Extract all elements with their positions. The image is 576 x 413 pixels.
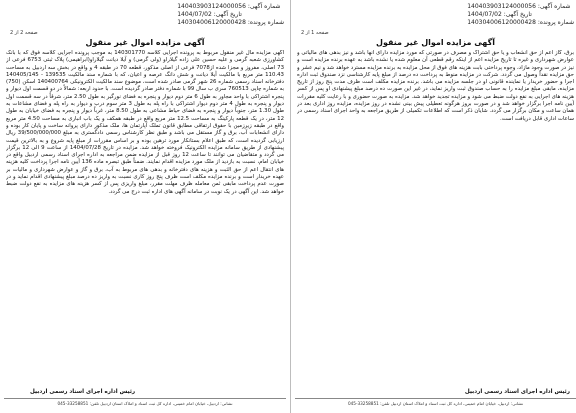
page-footer: نشانی: اردبیل، خیابان امام خمینی، اداره کل ثبت اسناد و املاک استان اردبیل تلفن: 33258851-045 <box>4 398 286 409</box>
announcement-number-row <box>467 3 574 11</box>
page-number: صفحه 1 از 2 <box>301 30 329 36</box>
announcement-date-row <box>467 11 574 19</box>
page-title: آگهی مزایده اموال غیر منقول <box>376 38 495 47</box>
announcement-date: 1404/07/02 <box>467 11 502 18</box>
announcement-meta <box>467 3 574 27</box>
announcement-body: آگهی مزایده مال غیر منقول مربوط به پرونده اجرایی کلاسه 140301770 به موجب پرونده اجرایی کلاسه فوق که با بانک کشاورزی شعبه گرمی و علیه حسین علی زاده گیلاراو (ولی گرمی) و آیلا دیانت گیلاراو(ابراهیمی) پلاک ثبتی 6753 فرعی از 73 اصلی، مفروز و مجزا شده از7078 فرعی از اصلی مذکور، قطعه 70 در طبقه 4 و واقع در بخش سه اردبیل به مساحت 110.43 متر مربع با مالکیت آیلا دیانت و شش دانگ عرصه و اعیان، که با شماره سند مالکیت 139535 - 140405/145 دفترخانه اسناد رسمی شماره 26 شهر گرمی صادر شده است، موضوع سند مالکیت الکترونیکی 140400764 اسکن (750) به شماره چاپی 760513 سری ب سال 99 با شماره دفتر صادر گردیده است. با حدود اربعه: شمالاً در دو قسمت اول دیوار و پنجره اشتراکی با واحد مجاور به طول 6 متر دوم دیوار و پنجره به فضای نورگیر به طول 2.50 متر، شرقاً در سه قسمت اول دیوار و پنجره به طول 4 متر دوم دیوار اشتراکی با راه پله به طول 3 متر سوم درب و دیوار به راه پله و فضای مشاعات به طول 1.30 متر، جنوباً دیوار و پنجره به فضای حیاط مشاعی به طول 8.50 متر، غرباً دیوار و پنجره به فضای خیابان به طول 12 متر، در یک قطعه پارکینگ به مساحت 12.5 متر مربع واقع در طبقه همکف و یک باب انباری به مساحت 4.50 متر مربع واقع در طبقه زیرزمین با حقوق ارتفاقی مطابق قانون تملک آپارتمان ها، ملک مذکور دارای پروانه ساخت و پایان کار بوده و دارای انشعابات آب، برق و گاز مستقل می باشد و طبق نظر کارشناس رسمی دادگستری به مبلغ 39/500/000/000 ریال ارزیابی گردیده است، که طبق اعلام بستانکار مورد ترهین بوده و بر اساس مقررات از مبلغ پایه شروع و به بالاترین قیمت پیشنهادی از طریق سامانه مزایده الکترونیک فروخته خواهد شد. مزایده در تاریخ 1404/07/28 از ساعت 9 الی 12 برگزار می گردد و متقاضیان می توانند تا ساعت 12 روز قبل از مزایده ضمن مراجعه به اداره اجرای اسناد رسمی اردبیل واقع در خیابان امام، نسبت به بازدید از ملک مورد مزایده اقدام نمایند. ضمناً طبق تبصره ماده 136 آیین نامه اجرا پرداخت کلیه هزینه های انتقال اعم از حق الثبت و هزینه های دفترخانه و بدهی های مربوط به آب، برق و گاز و عوارض شهرداری و مالیات بر عهده خریدار است و برنده مزایده مکلف است ظرف پنج روز کاری نسبت به واریز ده درصد مبلغ پیشنهادی اقدام نماید و در صورت عدم پرداخت مابقی ثمن معامله ظرف مهلت مقرر، مبلغ واریزی پس از کسر هزینه های مزایده به نفع دولت ضبط خواهد شد. این آگهی در یک نوبت در سامانه آگهی های اداره ثبت درج می گردد. <box>6 50 284 195</box>
page-number: صفحه 2 از 2 <box>10 30 38 36</box>
announcement-date-label: تاریخ آگهی: <box>213 11 242 18</box>
announcement-number-label: شماره آگهی: <box>537 3 571 10</box>
announcement-date-row <box>177 11 284 19</box>
announcement-date-label: تاریخ آگهی: <box>503 11 532 18</box>
announcement-meta <box>177 3 284 27</box>
file-number: 140304006120000428 <box>177 19 246 26</box>
signer-title: رئیس اداره اجرای اسناد رسمی اردبیل <box>30 389 136 395</box>
announcement-number: 140403903124000056 <box>467 3 536 10</box>
file-number-row <box>177 19 284 27</box>
file-number-label: شماره پرونده: <box>247 19 284 26</box>
announcement-number: 140403903124000056 <box>177 3 246 10</box>
file-number-row <box>467 19 574 27</box>
page-title: آگهی مزایده اموال غیر منقول <box>85 38 205 47</box>
announcement-number-row <box>177 3 284 11</box>
announcement-number-label: شماره آگهی: <box>247 3 281 10</box>
page-footer: نشانی: اردبیل، خیابان امام خمینی، اداره کل ثبت اسناد و املاک استان اردبیل تلفن: 33258851-045 <box>295 398 576 409</box>
signer-title: رئیس اداره اجرای اسناد رسمی اردبیل <box>464 389 570 395</box>
file-number-label: شماره پرونده: <box>537 19 574 26</box>
announcement-date: 1404/07/02 <box>177 11 212 18</box>
file-number: 140304006120000428 <box>467 19 536 26</box>
document-page-1 <box>290 0 576 413</box>
announcement-body: برق، گاز اعم از حق انشعاب و یا حق اشتراک و مصرف در صورتی که مورد مزایده دارای آنها باشد و نیز بدهی های مالیاتی و عوارض شهرداری و غیره تا تاریخ مزایده اعم از اینکه رقم قطعی آن معلوم شده یا نشده باشد به عهده برنده مزایده است و نیز در صورت وجود مازاد، وجوه پرداختی بابت هزینه های فوق از محل مزایده به برنده مزایده مسترد خواهد شد و نیم عشر و حق مزایده نقداً وصول می گردد. شرکت در مزایده منوط به پرداخت ده درصد از مبلغ پایه کارشناسی نزد صندوق ثبت اداره اجرا و حضور خریدار یا نماینده قانونی او در جلسه مزایده می باشد. برنده مزایده مکلف است ظرف مدت پنج روز از تاریخ مزایده، مابقی مبلغ مزایده را به حساب صندوق ثبت واریز نماید، در غیر این صورت ده درصد مبلغ پیشنهادی او پس از کسر هزینه های اجرایی به نفع دولت ضبط می شود و مزایده تجدید خواهد شد. مزایده به صورت حضوری و با رعایت کلیه مقررات آیین نامه اجرا برگزار خواهد شد و در صورت بروز هرگونه تعطیلی پیش بینی نشده در روز مزایده، مزایده روز اداری بعد در همان ساعت و مکان برگزار می گردد. شایان ذکر است که اطلاعات تکمیلی از طریق مراجعه به واحد اجرای اسناد رسمی در ساعات اداری قابل دریافت است. <box>297 50 574 122</box>
